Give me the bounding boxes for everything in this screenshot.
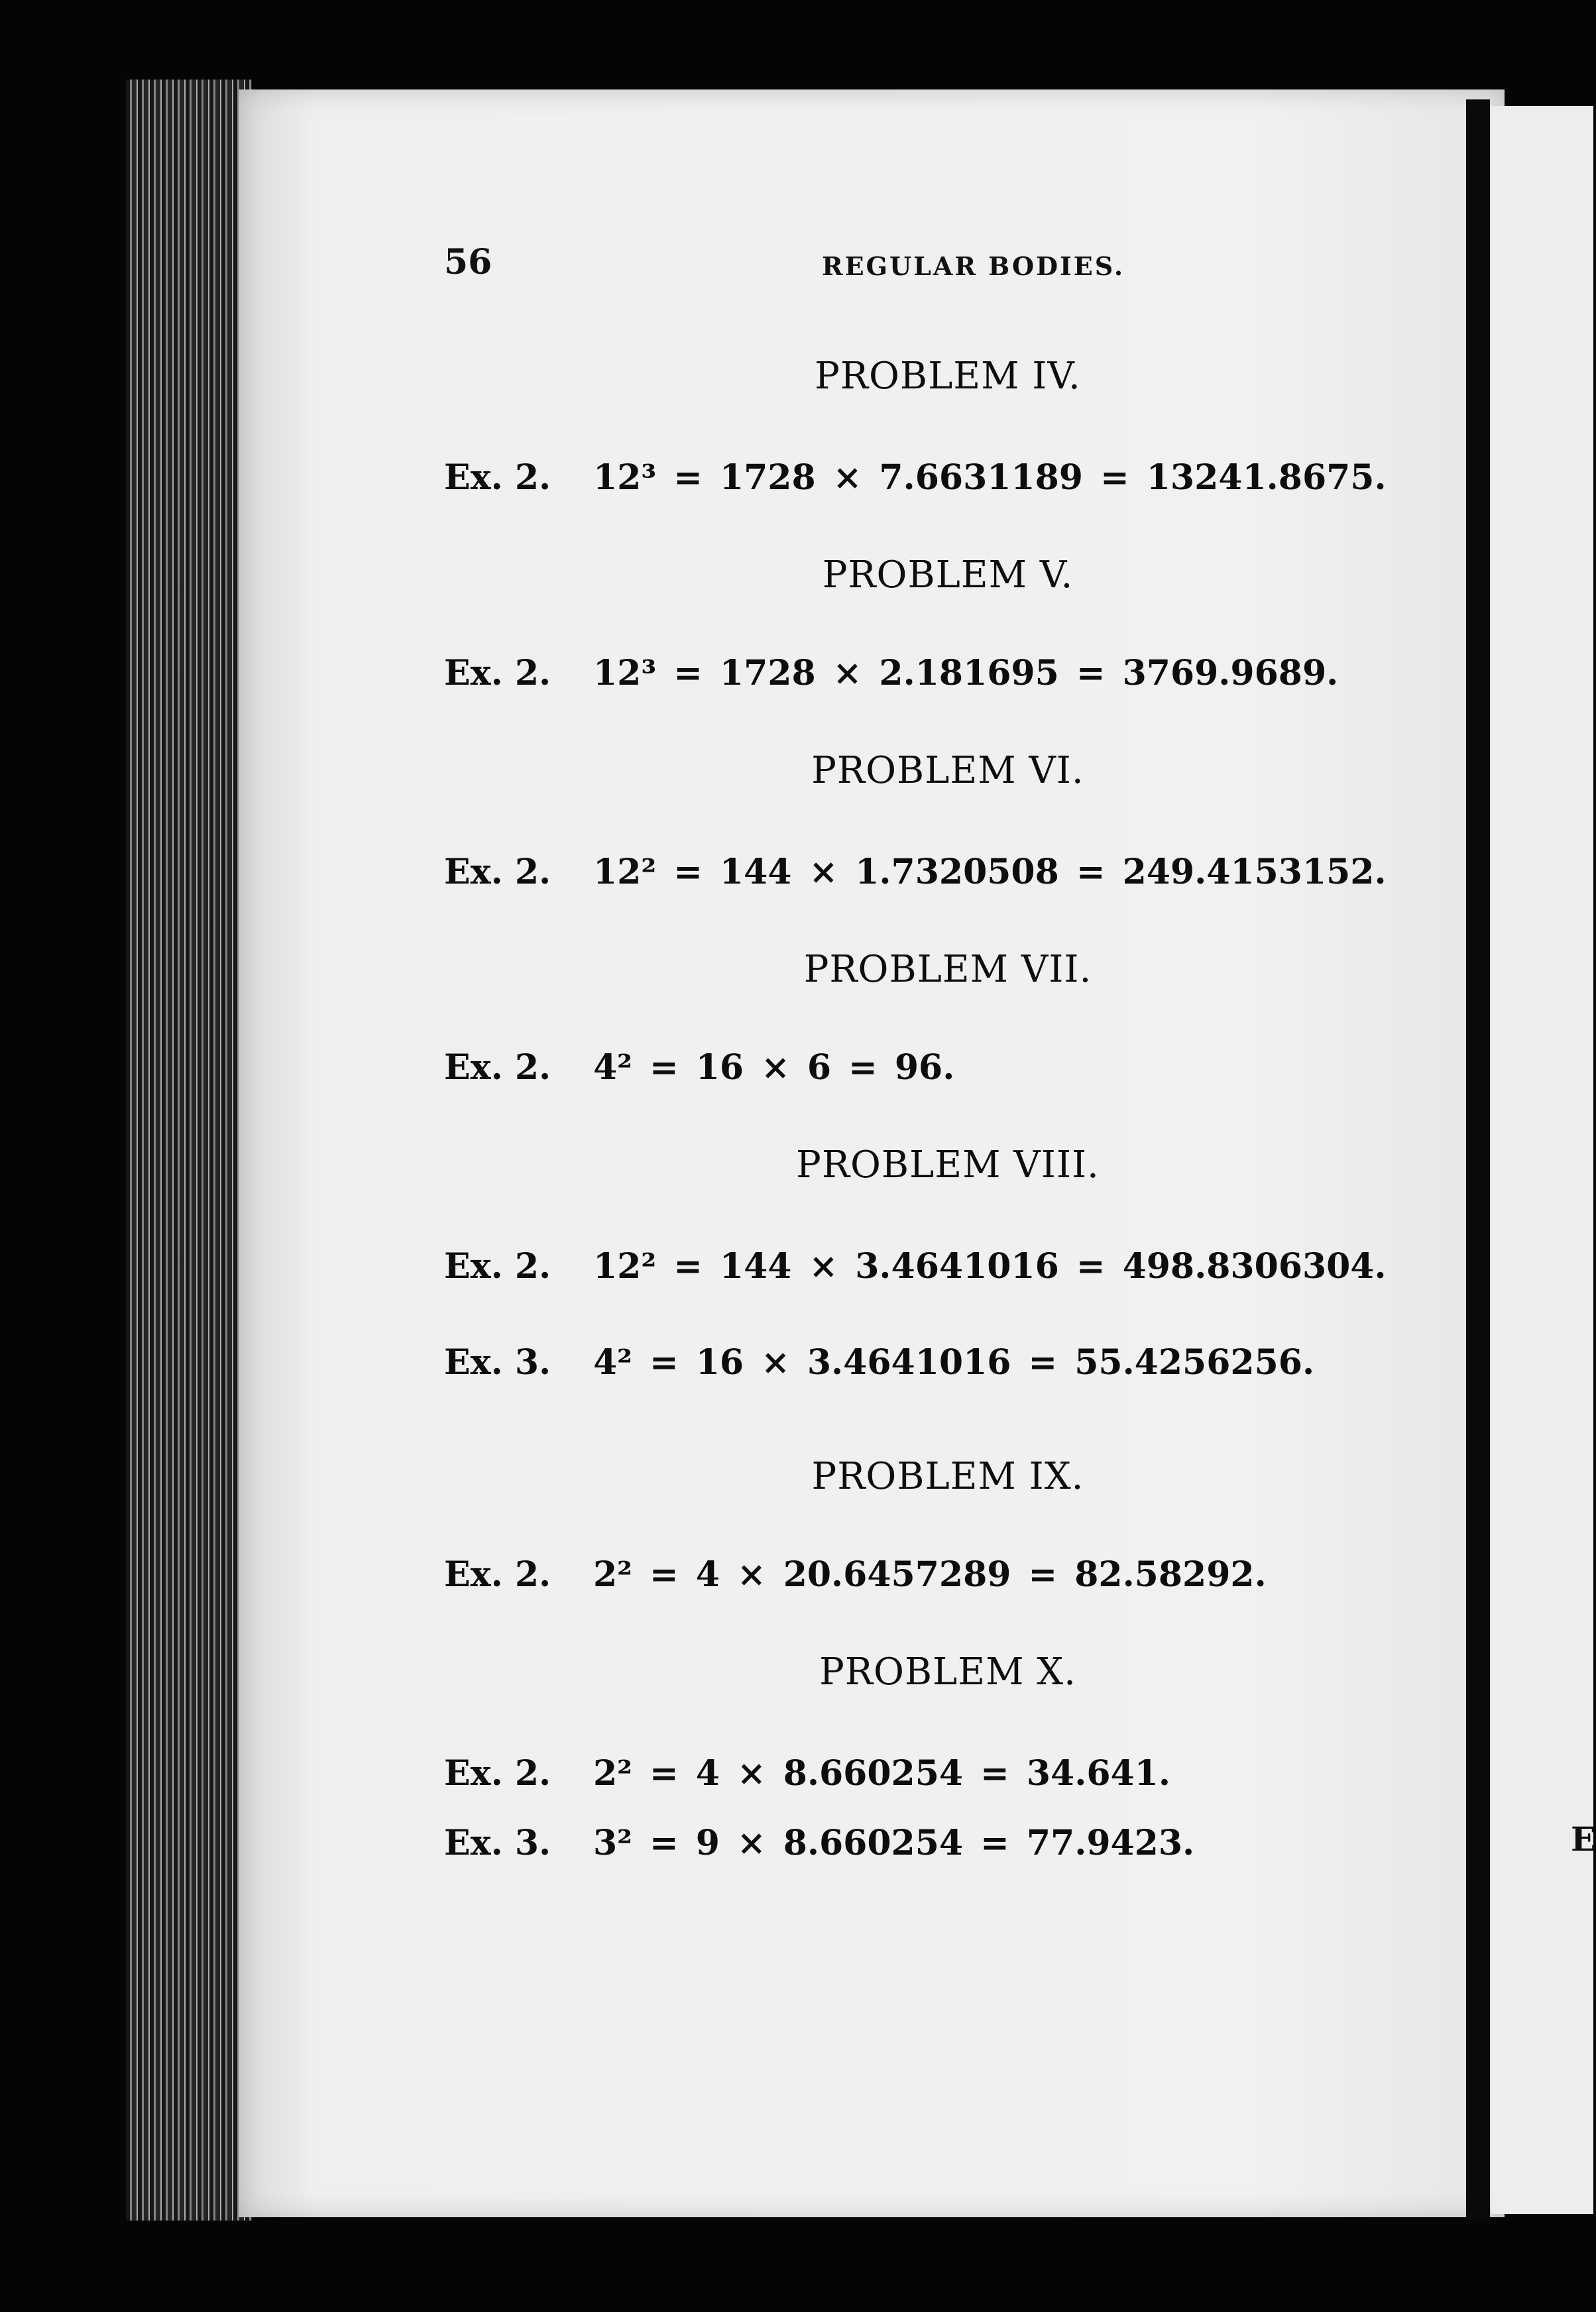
running-head: REGULAR BODIES. — [822, 251, 1125, 281]
example-label: Ex. 3. — [444, 1342, 551, 1383]
example-expression: 12² = 144 × 3.4641016 = 498.8306304. — [593, 1246, 1387, 1287]
example-row — [444, 653, 1458, 699]
gutter-shadow — [1466, 99, 1490, 2221]
example-row — [444, 1823, 1458, 1869]
page-number: 56 — [444, 242, 492, 282]
example-label: Ex. 2. — [444, 1554, 551, 1595]
example-row — [444, 1342, 1458, 1389]
problem-heading: PROBLEM VII. — [803, 948, 1092, 991]
example-label: Ex. 2. — [444, 1047, 551, 1088]
example-label: Ex. 2. — [444, 653, 551, 693]
example-label: Ex. 2. — [444, 852, 551, 892]
example-expression: 3² = 9 × 8.660254 = 77.9423. — [593, 1823, 1195, 1863]
facing-page-text-fragment: E — [1571, 1820, 1596, 1859]
example-expression: 4² = 16 × 6 = 96. — [593, 1047, 955, 1088]
example-row — [444, 1753, 1458, 1800]
page-header — [444, 242, 1438, 288]
example-row — [444, 852, 1458, 898]
example-row — [444, 1246, 1458, 1293]
problem-heading: PROBLEM IV. — [815, 355, 1081, 398]
example-label: Ex. 2. — [444, 1246, 551, 1287]
example-expression: 2² = 4 × 8.660254 = 34.641. — [593, 1753, 1170, 1794]
example-label: Ex. 3. — [444, 1823, 551, 1863]
example-label: Ex. 2. — [444, 1753, 551, 1794]
example-expression: 4² = 16 × 3.4641016 = 55.4256256. — [593, 1342, 1315, 1383]
example-row — [444, 1554, 1458, 1601]
facing-page-edge — [1491, 106, 1593, 2214]
example-row — [444, 457, 1458, 504]
problem-heading: PROBLEM VIII. — [796, 1143, 1100, 1186]
example-label: Ex. 2. — [444, 457, 551, 498]
example-expression: 12² = 144 × 1.7320508 = 249.4153152. — [593, 852, 1387, 892]
example-expression: 12³ = 1728 × 7.6631189 = 13241.8675. — [593, 457, 1387, 498]
example-expression: 12³ = 1728 × 2.181695 = 3769.9689. — [593, 653, 1339, 693]
problem-heading: PROBLEM X. — [819, 1650, 1076, 1694]
problem-heading: PROBLEM IX. — [811, 1455, 1084, 1498]
problem-heading: PROBLEM V. — [822, 553, 1074, 597]
problem-heading: PROBLEM VI. — [811, 749, 1084, 792]
book-page-edges — [126, 80, 252, 2221]
example-row — [444, 1047, 1458, 1094]
example-expression: 2² = 4 × 20.6457289 = 82.58292. — [593, 1554, 1267, 1595]
